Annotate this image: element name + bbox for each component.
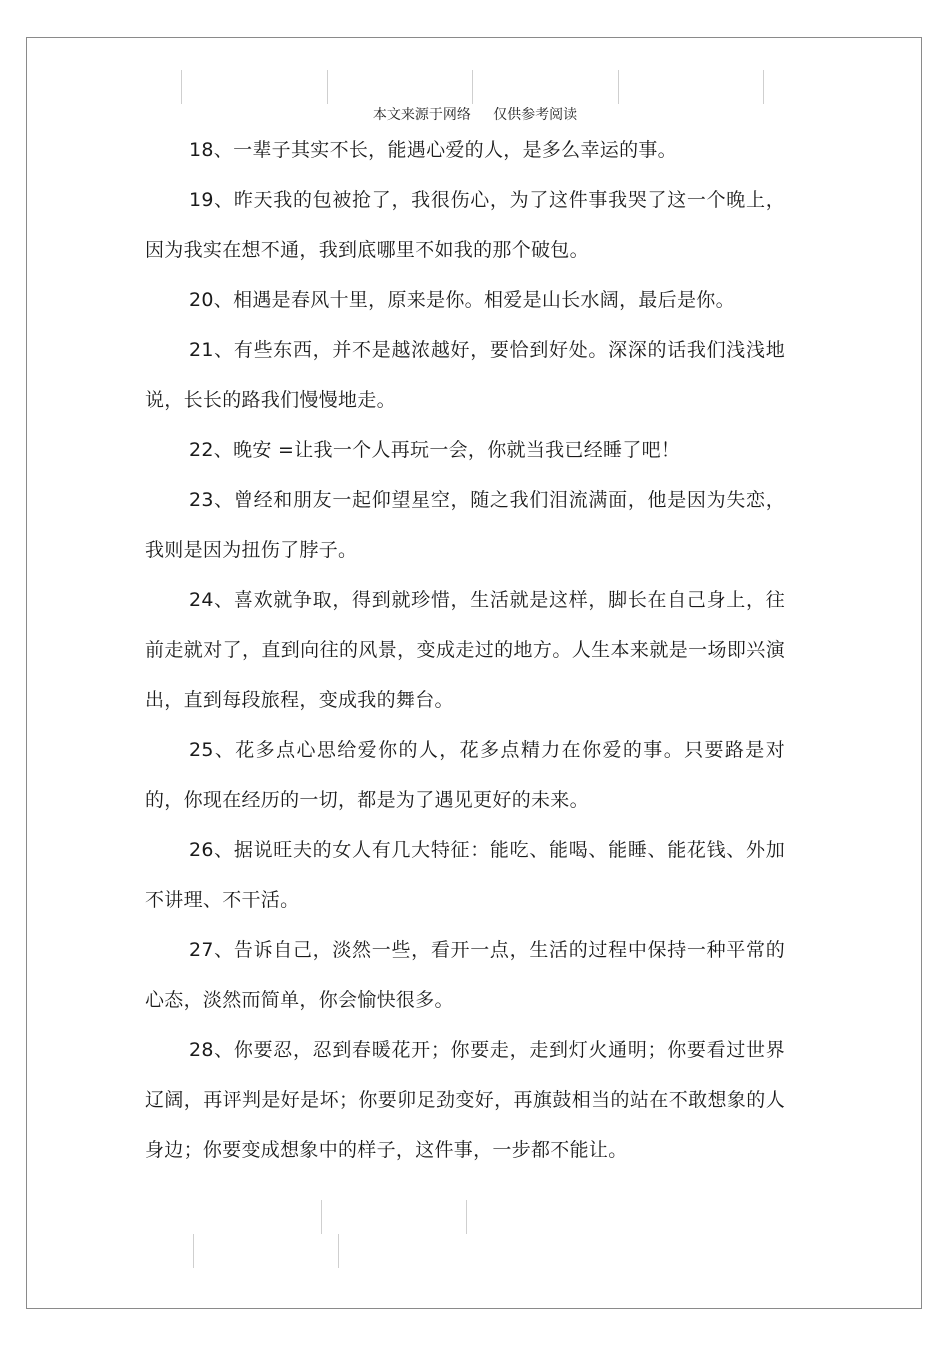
paragraph-26: 26、据说旺夫的女人有几大特征：能吃、能喝、能睡、能花钱、外加不讲理、不干活。: [145, 839, 785, 911]
top-tick-5: [763, 70, 764, 104]
bottom-tick-2: [466, 1200, 467, 1234]
paragraph-27: 27、告诉自己，淡然一些，看开一点，生活的过程中保持一种平常的心态，淡然而简单，你会愉快很多。: [145, 939, 785, 1011]
bottom-tick-1: [321, 1200, 322, 1234]
bottom-tick-3: [193, 1234, 194, 1268]
document-body: [145, 125, 785, 1175]
paragraph-28: 28、你要忍，忍到春暖花开；你要走，走到灯火通明；你要看过世界辽阔，再评判是好是坏；你要卯足劲变好，再旗鼓相当的站在不敢想象的人身边；你要变成想象中的样子，这件事，一步都不能让。: [145, 1039, 785, 1161]
paragraph-19: 19、昨天我的包被抢了，我很伤心，为了这件事我哭了这一个晚上，因为我实在想不通，我到底哪里不如我的那个破包。: [145, 189, 785, 261]
paragraph-21: 21、有些东西，并不是越浓越好，要恰到好处。深深的话我们浅浅地说，长长的路我们慢慢地走。: [145, 339, 785, 411]
top-tick-3: [472, 70, 473, 104]
top-tick-2: [327, 70, 328, 104]
top-tick-4: [618, 70, 619, 104]
paragraph-22: 22、晚安 =让我一个人再玩一会，你就当我已经睡了吧！: [189, 439, 681, 461]
paragraph-24: 24、喜欢就争取，得到就珍惜，生活就是这样，脚长在自己身上，往前走就对了，直到向往的风景，变成走过的地方。人生本来就是一场即兴演出，直到每段旅程，变成我的舞台。: [145, 589, 785, 711]
paragraph-25: 25、花多点心思给爱你的人，花多点精力在你爱的事。只要路是对的，你现在经历的一切，都是为了遇见更好的未来。: [145, 739, 785, 811]
paragraph-20: 20、相遇是春风十里，原来是你。相爱是山长水阔，最后是你。: [189, 289, 735, 311]
bottom-tick-4: [338, 1234, 339, 1268]
paragraph-23: 23、曾经和朋友一起仰望星空，随之我们泪流满面，他是因为失恋，我则是因为扭伤了脖子。: [145, 489, 785, 561]
paragraph-18: 18、一辈子其实不长，能遇心爱的人，是多么幸运的事。: [189, 139, 677, 161]
top-tick-1: [181, 70, 182, 104]
source-note: 本文来源于网络 仅供参考阅读: [372, 107, 578, 123]
